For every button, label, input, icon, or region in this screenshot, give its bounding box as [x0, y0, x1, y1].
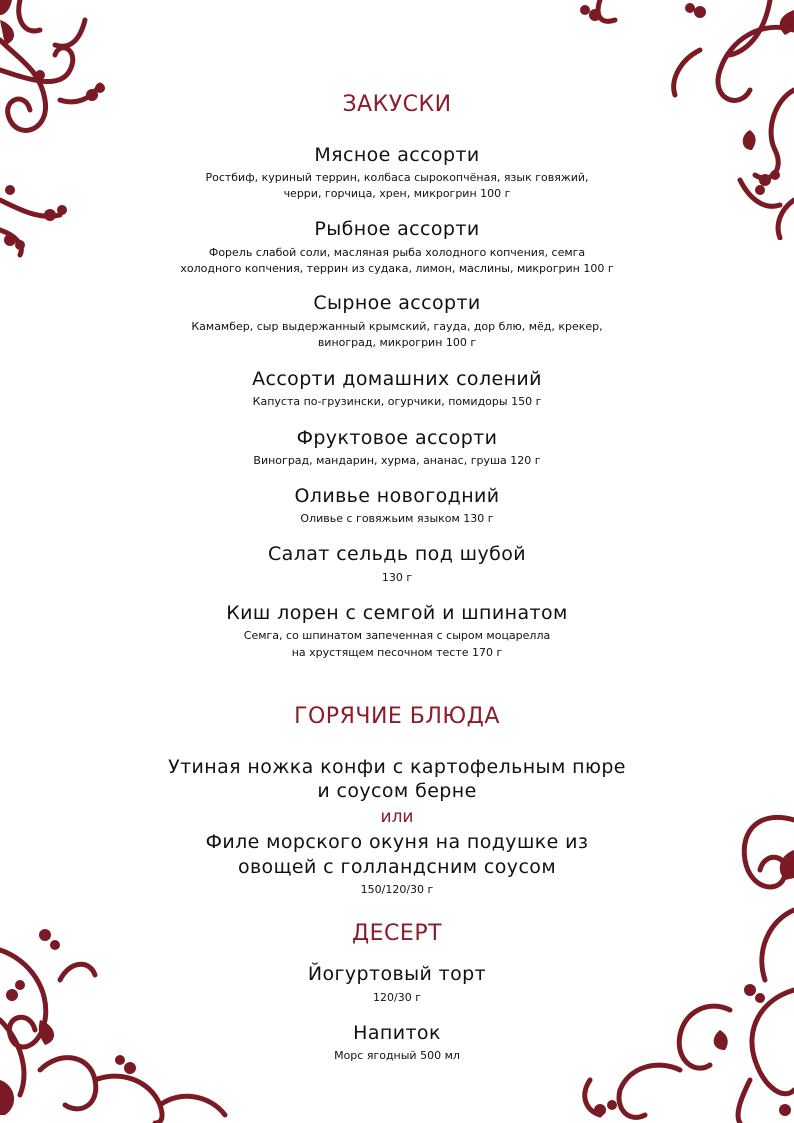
menu-item-name: Мясное ассорти	[314, 144, 480, 166]
dessert-name: Йогуртовый торт	[307, 963, 487, 985]
menu-item-desc: Камамбер, сыр выдержанный крымский, гауда, дор блю, мёд, крекер,	[191, 320, 603, 333]
menu-item-name: Рыбное ассорти	[314, 218, 480, 240]
dessert-weight: 120/30 г	[373, 991, 421, 1004]
menu-item-name: Фруктовое ассорти	[296, 427, 498, 449]
hot-dish-line: и соусом берне	[317, 780, 477, 802]
menu-item-name: Ассорти домашних солений	[252, 368, 542, 390]
menu-item-desc: Оливье с говяжьим языком 130 г	[300, 512, 494, 525]
menu-item-desc: Ростбиф, куриный террин, колбаса сырокопчёная, язык говяжий,	[205, 171, 589, 184]
menu-item-desc: Виноград, мандарин, хурма, ананас, груша 120 г	[253, 454, 541, 467]
or-separator: или	[380, 807, 414, 827]
menu-item-desc: холодного копчения, террин из судака, лимон, маслины, микрогрин 100 г	[180, 262, 614, 275]
menu-item-name: Оливье новогодний	[294, 485, 500, 507]
drink-name: Напиток	[353, 1022, 441, 1044]
hot-dish-line: Филе морского окуня на подушке из	[205, 831, 589, 853]
menu-item-name: Киш лорен с семгой и шпинатом	[226, 602, 568, 624]
menu-item-name: Сырное ассорти	[313, 292, 481, 314]
hot-dish-weight: 150/120/30 г	[360, 883, 434, 896]
drink-desc: Морс ягодный 500 мл	[334, 1049, 460, 1062]
hot-dish-line: овощей с голландсним соусом	[237, 856, 557, 878]
section-title-hot: ГОРЯЧИЕ БЛЮДА	[294, 704, 500, 729]
menu-item-name: Салат сельдь под шубой	[268, 543, 526, 565]
menu-item-desc: Капуста по-грузински, огурчики, помидоры 150 г	[252, 395, 542, 408]
menu-item-desc: 130 г	[381, 571, 413, 584]
menu-item-desc: черри, горчица, хрен, микрогрин 100 г	[283, 187, 511, 200]
ornament-top-right	[580, 0, 794, 240]
section-title-starters: ЗАКУСКИ	[342, 92, 452, 117]
menu-item-desc: Семга, со шпинатом запеченная с сыром моцарелла	[243, 629, 551, 642]
menu-item-desc: Форель слабой соли, масляная рыба холодного копчения, семга	[208, 246, 586, 259]
hot-dish-line: Утиная ножка конфи с картофельным пюре	[168, 756, 626, 778]
menu-item-desc: на хрустящем песочном тесте 170 г	[291, 646, 503, 659]
section-title-dessert: ДЕСЕРТ	[351, 921, 443, 946]
menu-item-desc: виноград, микрогрин 100 г	[317, 336, 477, 349]
